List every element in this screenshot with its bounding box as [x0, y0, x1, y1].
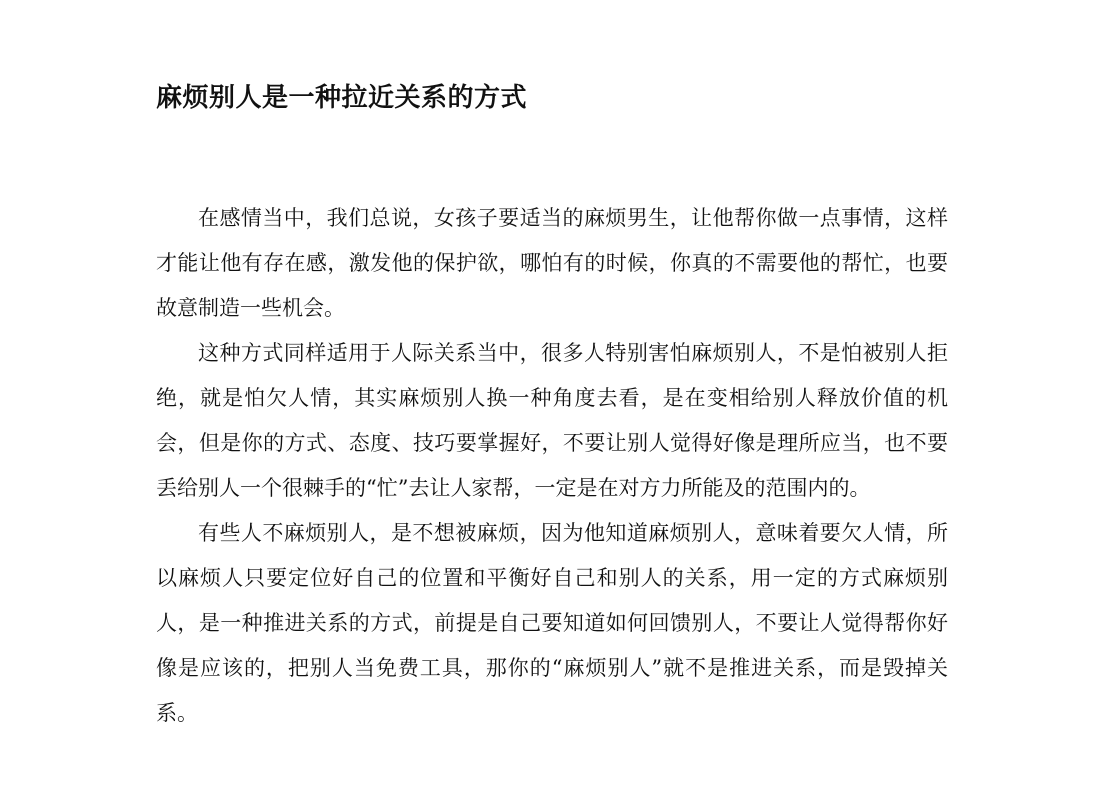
- article-body: [156, 196, 948, 736]
- paragraph-1: 在感情当中，我们总说，女孩子要适当的麻烦男生，让他帮你做一点事情，这样才能让他有存在感，激发他的保护欲，哪怕有的时候，你真的不需要他的帮忙，也要故意制造一些机会。: [156, 206, 948, 320]
- article-title: 麻烦别人是一种拉近关系的方式: [156, 83, 528, 113]
- paragraph-2: 这种方式同样适用于人际关系当中，很多人特别害怕麻烦别人，不是怕被别人拒绝，就是怕欠人情，其实麻烦别人换一种角度去看，是在变相给别人释放价值的机会，但是你的方式、态度、技巧要掌握好，不要让别人觉得好像是理所应当，也不要丢给别人一个很棘手的“忙”去让人家帮，一定是在对方力所能及的范围内的。: [156, 341, 948, 500]
- paragraph-3: 有些人不麻烦别人，是不想被麻烦，因为他知道麻烦别人，意味着要欠人情，所以麻烦人只要定位好自己的位置和平衡好自己和别人的关系，用一定的方式麻烦别人，是一种推进关系的方式，前提是自己要知道如何回馈别人，不要让人觉得帮你好像是应该的，把别人当免费工具，那你的“麻烦别人”就不是推进关系，而是毁掉关系。: [156, 521, 948, 725]
